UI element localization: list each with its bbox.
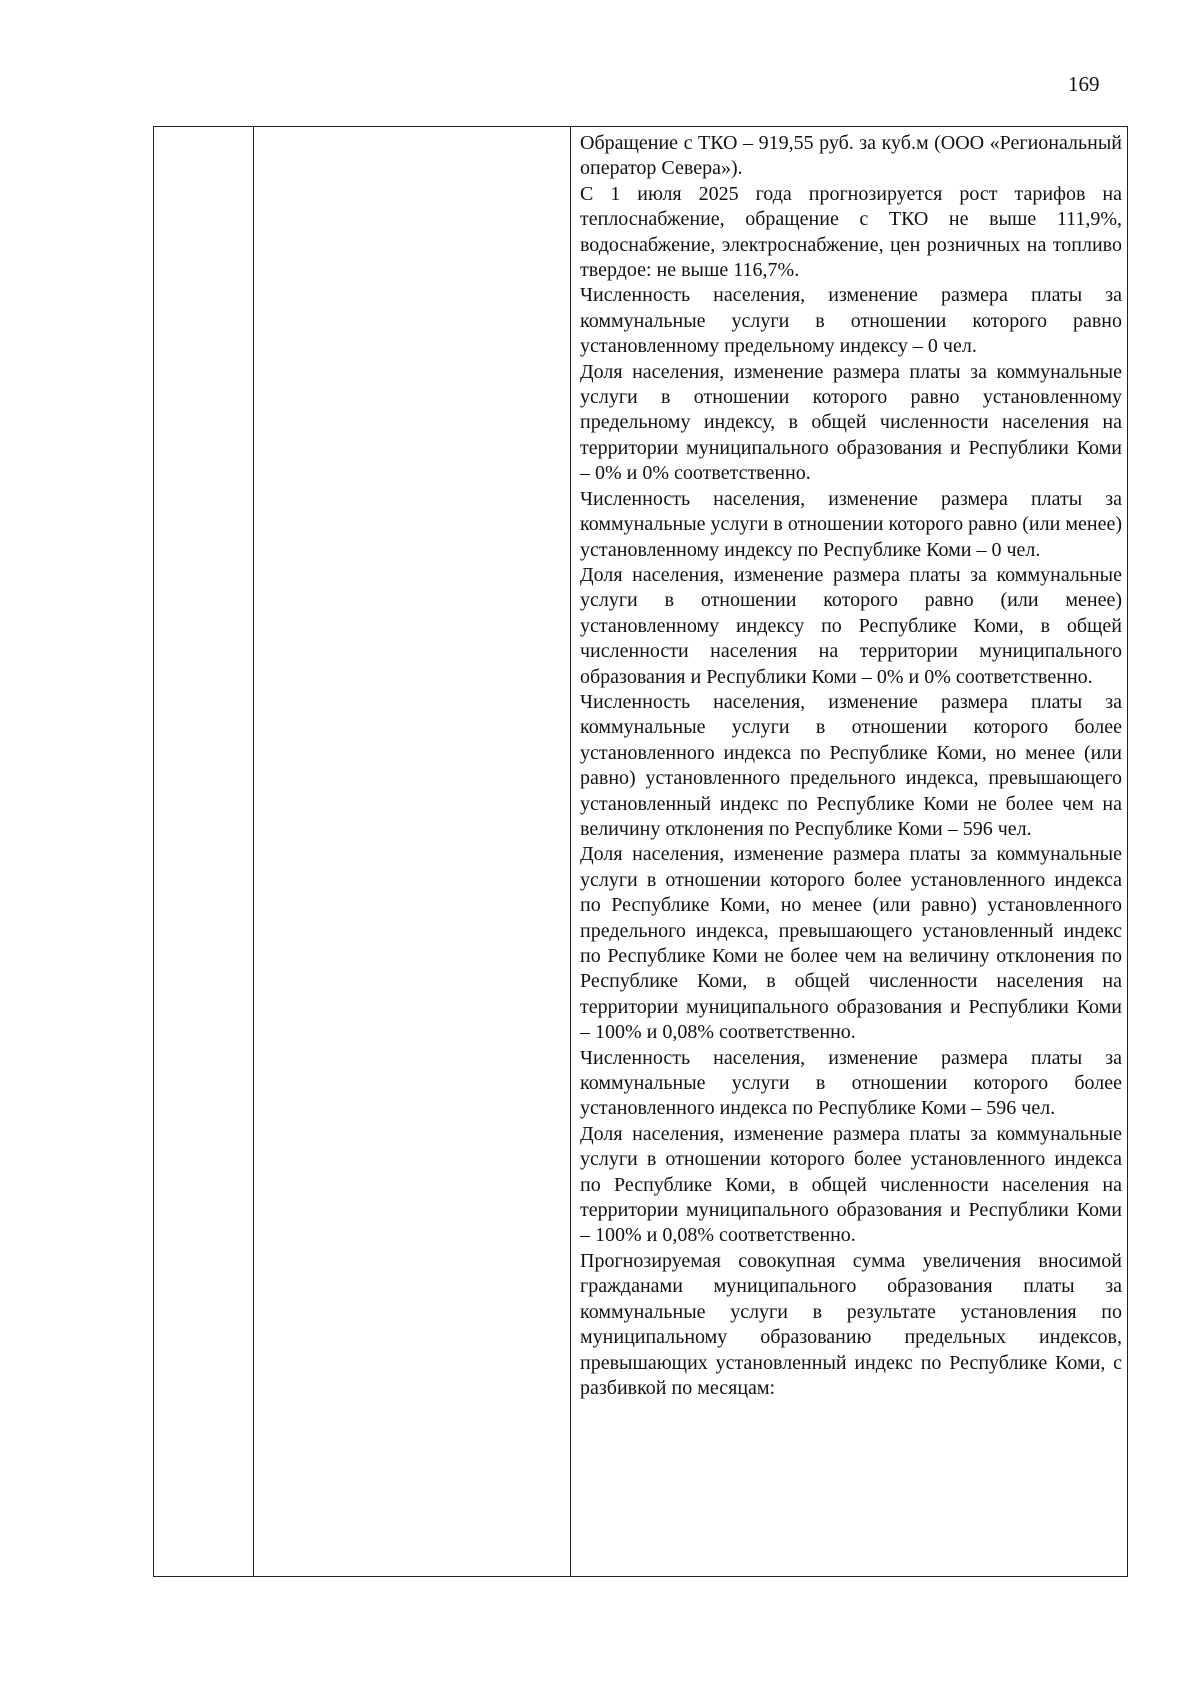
paragraph: Численность населения, изменение размера платы за коммунальные услуги в отношении которого более установленного индекса по Республике Коми – 596 чел. <box>580 1046 1122 1120</box>
paragraph: Доля населения, изменение размера платы за коммунальные услуги в отношении которого равно (или менее) установленному индексу по Республике Коми, в общей численности населения на территории муниципального образования и Республики Коми – 0% и 0% соответственно. <box>580 563 1122 688</box>
paragraph: Прогнозируемая совокупная сумма увеличения вносимой гражданами муниципального образования платы за коммунальные услуги в результате установления по муниципальному образованию предельных индексов, превышающих установленный индекс по Республике Коми, с разбивкой по месяцам: <box>580 1249 1122 1399</box>
paragraph: Доля населения, изменение размера платы за коммунальные услуги в отношении которого равно установленному предельному индексу, в общей численности населения на территории муниципального образования и Республики Коми – 0% и 0% соответственно. <box>580 360 1122 485</box>
document-table <box>153 126 1128 1577</box>
paragraph: Численность населения, изменение размера платы за коммунальные услуги в отношении которого равно (или менее) установленному индексу по Республике Коми – 0 чел. <box>580 487 1122 561</box>
paragraph: С 1 июля 2025 года прогнозируется рост тарифов на теплоснабжение, обращение с ТКО не выше 111,9%, водоснабжение, электроснабжение, цен розничных на топливо твердое: не выше 116,7%. <box>580 182 1122 282</box>
paragraph: Численность населения, изменение размера платы за коммунальные услуги в отношении которого более установленного индекса по Республике Коми, но менее (или равно) установленного предельного индекса, превышающего установленный индекс по Республике Коми не более чем на величину отклонения по Республике Коми – 596 чел. <box>580 690 1122 840</box>
table-cell-col2 <box>254 127 570 1576</box>
paragraph: Доля населения, изменение размера платы за коммунальные услуги в отношении которого более установленного индекса по Республике Коми, но менее (или равно) установленного предельного индекса, превышающего установленный индекс по Республике Коми не более чем на величину отклонения по Республике Коми, в общей численности населения на территории муниципального образования и Республики Коми – 100% и 0,08% соответственно. <box>580 843 1122 1044</box>
page-number: 169 <box>1068 72 1100 96</box>
paragraph: Обращение с ТКО – 919,55 руб. за куб.м (ООО «Региональный оператор Севера»). <box>580 132 1122 180</box>
table-cell-col3 <box>580 131 1122 1401</box>
paragraph: Численность населения, изменение размера платы за коммунальные услуги в отношении которого равно установленному предельному индексу – 0 чел. <box>580 284 1122 358</box>
paragraph: Доля населения, изменение размера платы за коммунальные услуги в отношении которого более установленного индекса по Республике Коми, в общей численности населения на территории муниципального образования и Республики Коми – 100% и 0,08% соответственно. <box>580 1122 1122 1247</box>
column-divider <box>570 127 571 1576</box>
table-cell-col1 <box>154 127 253 1576</box>
